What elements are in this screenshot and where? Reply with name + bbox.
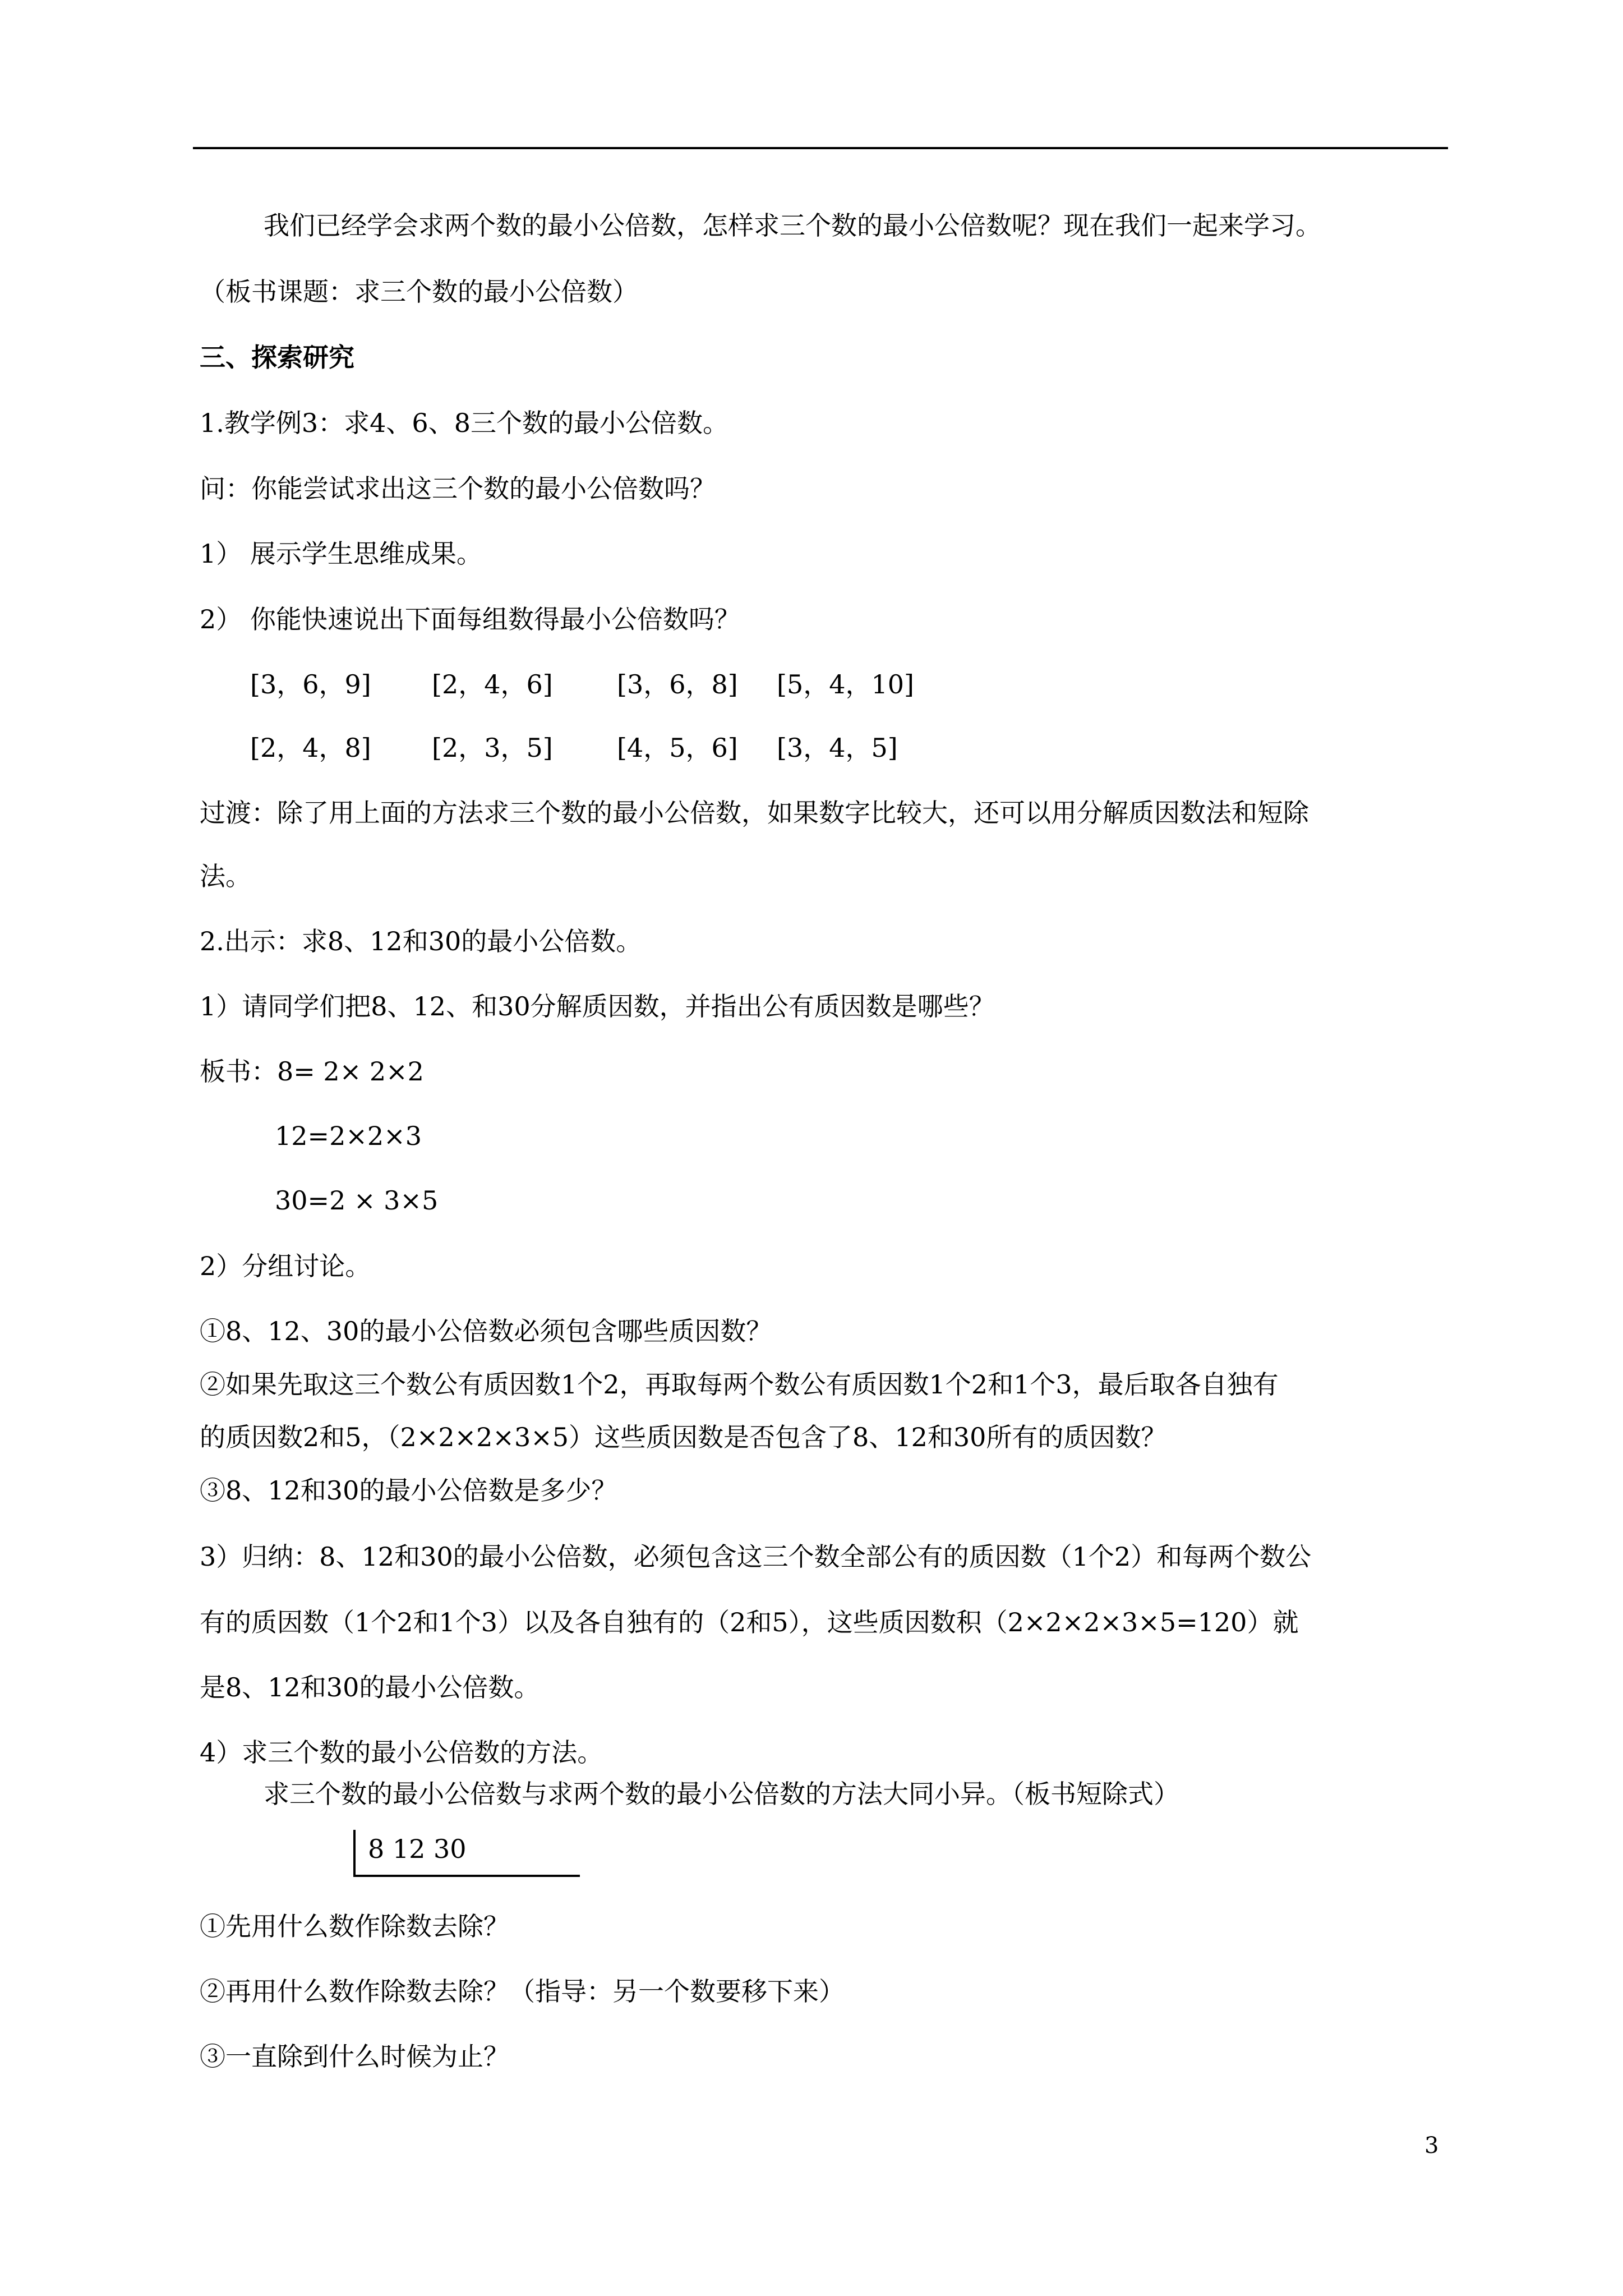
- number-set: [2，4，8]: [250, 733, 371, 763]
- factorize-line: 1）请同学们把8、12、和30分解质因数，并指出公有质因数是哪些？: [200, 991, 995, 1022]
- question-line: 问：你能尝试求出这三个数的最小公倍数吗？: [200, 473, 716, 504]
- transition-line: 法。: [200, 861, 251, 891]
- section-heading: 三、探索研究: [200, 342, 354, 372]
- board-line: 板书：8= 2× 2×2: [200, 1056, 424, 1087]
- number-set: [5，4，10]: [777, 669, 914, 700]
- division-numbers: 8 12 30: [368, 1834, 467, 1864]
- transition-line: 过渡：除了用上面的方法求三个数的最小公倍数，如果数字比较大，还可以用分解质因数法和短除: [200, 798, 1309, 828]
- summary-line: 3）归纳：8、12和30的最小公倍数，必须包含这三个数全部公有的质因数（1个2）和每两个数公: [200, 1542, 1312, 1572]
- header-rule: [193, 147, 1448, 149]
- page-number: 3: [1424, 2133, 1439, 2159]
- number-set: [3，6，9]: [250, 669, 371, 700]
- topic-line: （板书课题：求三个数的最小公倍数）: [200, 277, 638, 307]
- division-q1: ①先用什么数作除数去除？: [200, 1911, 509, 1941]
- intro-paragraph: 我们已经学会求两个数的最小公倍数，怎样求三个数的最小公倍数呢？现在我们一起来学习。: [264, 210, 1321, 241]
- method-description: 求三个数的最小公倍数与求两个数的最小公倍数的方法大同小异。（板书短除式）: [264, 1779, 1179, 1809]
- number-set: [2，3，5]: [432, 733, 553, 763]
- discussion-q1: ①8、12、30的最小公倍数必须包含哪些质因数？: [200, 1316, 772, 1346]
- board-line: 12=2×2×3: [275, 1121, 422, 1151]
- step2-line: 2） 你能快速说出下面每组数得最小公倍数吗？: [200, 604, 740, 634]
- number-set: [4，5，6]: [617, 733, 738, 763]
- method-line: 4）求三个数的最小公倍数的方法。: [200, 1737, 603, 1768]
- summary-line: 是8、12和30的最小公倍数。: [200, 1672, 540, 1703]
- number-set: [2，4，6]: [432, 669, 553, 700]
- group-line: 2）分组讨论。: [200, 1251, 371, 1281]
- discussion-q2: ②如果先取这三个数公有质因数1个2，再取每两个数公有质因数1个2和1个3，最后取各自独有: [200, 1369, 1279, 1400]
- example-line: 1.教学例3：求4、6、8三个数的最小公倍数。: [200, 408, 728, 438]
- division-q3: ③一直除到什么时候为止？: [200, 2041, 509, 2072]
- discussion-q3: ③8、12和30的最小公倍数是多少？: [200, 1475, 617, 1506]
- division-q2: ②再用什么数作除数去除？（指导：另一个数要移下来）: [200, 1976, 845, 2007]
- discussion-q2: 的质因数2和5，（2×2×2×3×5）这些质因数是否包含了8、12和30所有的质因数？: [200, 1422, 1167, 1452]
- step1-line: 1） 展示学生思维成果。: [200, 539, 482, 569]
- short-division: [353, 1830, 580, 1877]
- show-line: 2.出示：求8、12和30的最小公倍数。: [200, 926, 642, 956]
- board-line: 30=2 × 3×5: [275, 1185, 439, 1216]
- number-set: [3，6，8]: [617, 669, 738, 700]
- number-set: [3，4，5]: [777, 733, 898, 763]
- summary-line: 有的质因数（1个2和1个3）以及各自独有的（2和5），这些质因数积（2×2×2×3×5=120）就: [200, 1607, 1299, 1637]
